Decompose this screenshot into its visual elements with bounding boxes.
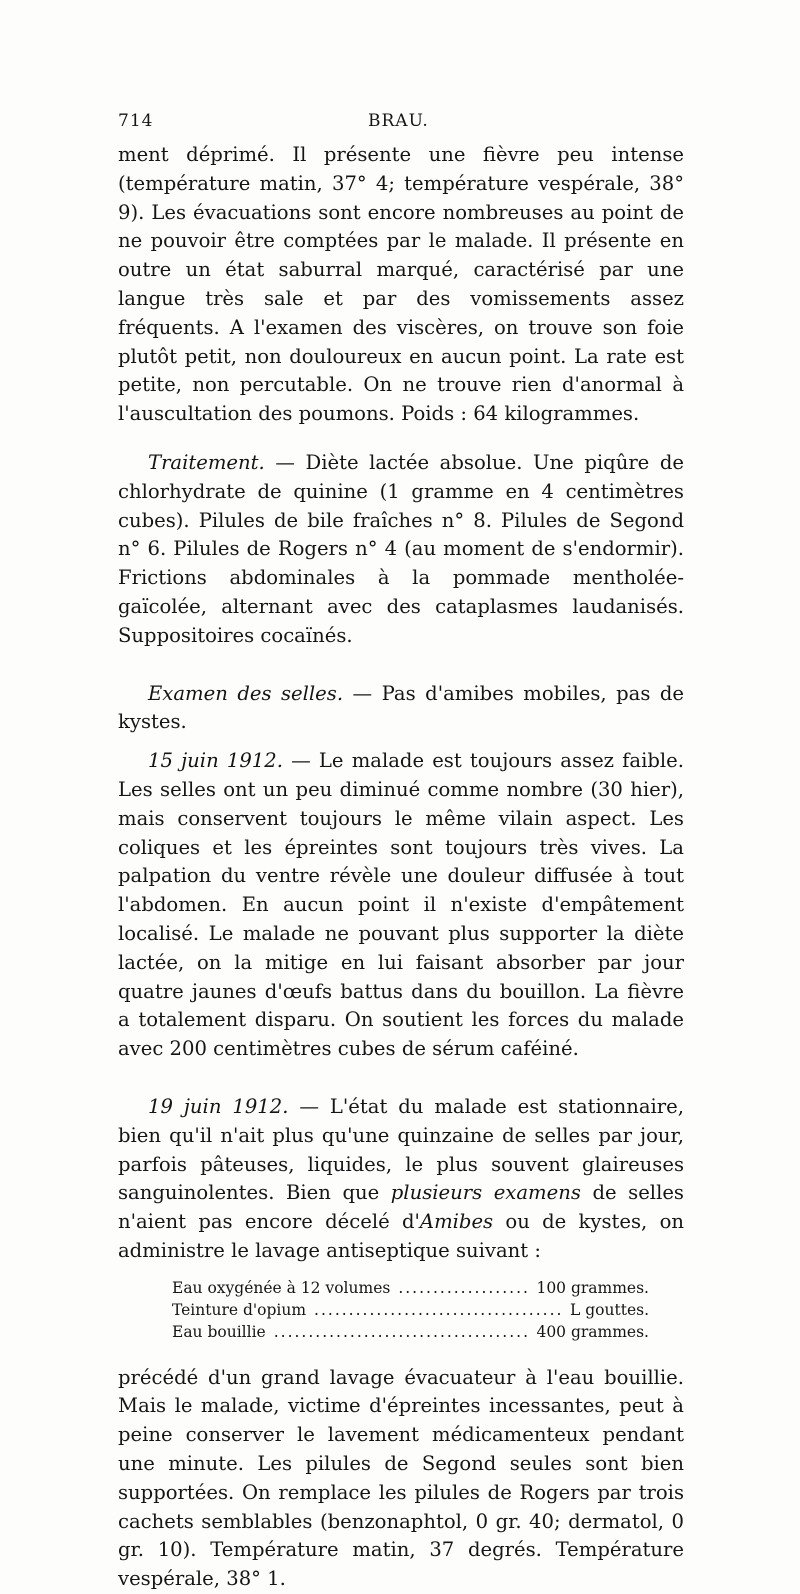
- paragraph-traitement: [118, 449, 684, 651]
- prescription-row: [172, 1321, 649, 1343]
- ingredient-name: Teinture d'opium: [172, 1300, 307, 1319]
- page-header: [118, 111, 688, 135]
- italic-amibes: Amibes: [419, 1210, 494, 1234]
- body-text: [118, 141, 684, 1594]
- paragraph-text-19-juin-c: ou de kystes, on administre le lavage antiseptique suivant :: [118, 1210, 684, 1262]
- prescription-row: [172, 1277, 649, 1299]
- italic-plusieurs-examens: plusieurs examens: [390, 1181, 581, 1205]
- page-number: 714: [118, 111, 154, 131]
- paragraph-15-juin: [118, 747, 684, 1064]
- paragraph-examen: [118, 680, 684, 738]
- paragraph-text-19-juin-a: — L'état du malade est stationnaire, bien qu'il n'ait plus qu'une quinzaine de selles par jour, parfois pâteuses, liquides, le plus souvent glaireuses sanguinolentes. Bien que: [118, 1094, 684, 1205]
- paragraph-lead-traitement: Traitement.: [148, 450, 265, 474]
- paragraph-text-15-juin: — Le malade est toujours assez faible. Les selles ont un peu diminué comme nombre (30 hier), mais conservent toujours le même vilain aspect. Les coliques et les épreintes sont toujours très vives. La palpation du ventre révèle une douleur diffusée à tout l'abdomen. En aucun point il n'existe d'empâtement localisé. Le malade ne pouvant plus supporter la diète lactée, on la mitige en lui faisant absorber par jour quatre jaunes d'œufs battus dans du bouillon. La fièvre a totalement disparu. On soutient les forces du malade avec 200 centimètres cubes de sérum caféiné.: [118, 749, 685, 1061]
- paragraph-continuation: ment déprimé. Il présente une fièvre peu intense (température matin, 37° 4; température vespérale, 38° 9). Les évacuations sont encore nombreuses au point de ne pouvoir être comptées par le malade. Il présente en outre un état saburral marqué, caractérisé par une langue très sale et par des vomissements assez fréquents. A l'examen des viscères, on trouve son foie plutôt petit, non douloureux en aucun point. La rate est petite, non percutable. On ne trouve rien d'anormal à l'auscultation des poumons. Poids : 64 kilogrammes.: [118, 143, 684, 426]
- paragraph-text-traitement: — Diète lactée absolue. Une piqûre de chlorhydrate de quinine (1 gramme en 4 centimètres cubes). Pilules de bile fraîches n° 8. Pilules de Segond n° 6. Pilules de Rogers n° 4 (au moment de s'endormir). Frictions abdominales à la pommade mentholée-gaïcolée, alternant avec des cataplasmes laudanisés. Suppositoires cocaïnés.: [118, 450, 684, 647]
- date-lead-19-juin: 19 juin 1912.: [148, 1094, 289, 1118]
- paragraph-lavage: précédé d'un grand lavage évacuateur à l'eau bouillie. Mais le malade, victime d'épreintes incessantes, peut à peine conserver le lavement médicamenteux pendant une minute. Les pilules de Segond seules sont bien supportées. On remplace les pilules de Rogers par trois cachets semblables (benzonaphtol, 0 gr. 40; dermatol, 0 gr. 10). Température matin, 37 degrés. Température vespérale, 38° 1.: [118, 1365, 684, 1591]
- paragraph-19-juin: [118, 1093, 684, 1266]
- prescription-list: [172, 1277, 649, 1343]
- dot-leader: [398, 1277, 528, 1299]
- dot-leader: [274, 1321, 529, 1343]
- ingredient-name: Eau bouillie: [172, 1322, 266, 1341]
- running-title: BRAU.: [368, 111, 429, 131]
- ingredient-quantity: L gouttes.: [570, 1300, 649, 1319]
- dot-leader: [314, 1299, 562, 1321]
- ingredient-name: Eau oxygénée à 12 volumes: [172, 1278, 391, 1297]
- ingredient-quantity: 400 grammes.: [536, 1322, 649, 1341]
- date-lead-15-juin: 15 juin 1912.: [148, 749, 283, 773]
- paragraph-lead-examen: Examen des selles.: [148, 681, 344, 705]
- paragraph-text-examen: — Pas d'amibes mobiles, pas de kystes.: [118, 681, 684, 734]
- paragraph-text-19-juin-b: de selles n'aient pas encore décelé d': [118, 1181, 684, 1234]
- prescription-row: [172, 1299, 649, 1321]
- ingredient-quantity: 100 grammes.: [536, 1278, 649, 1297]
